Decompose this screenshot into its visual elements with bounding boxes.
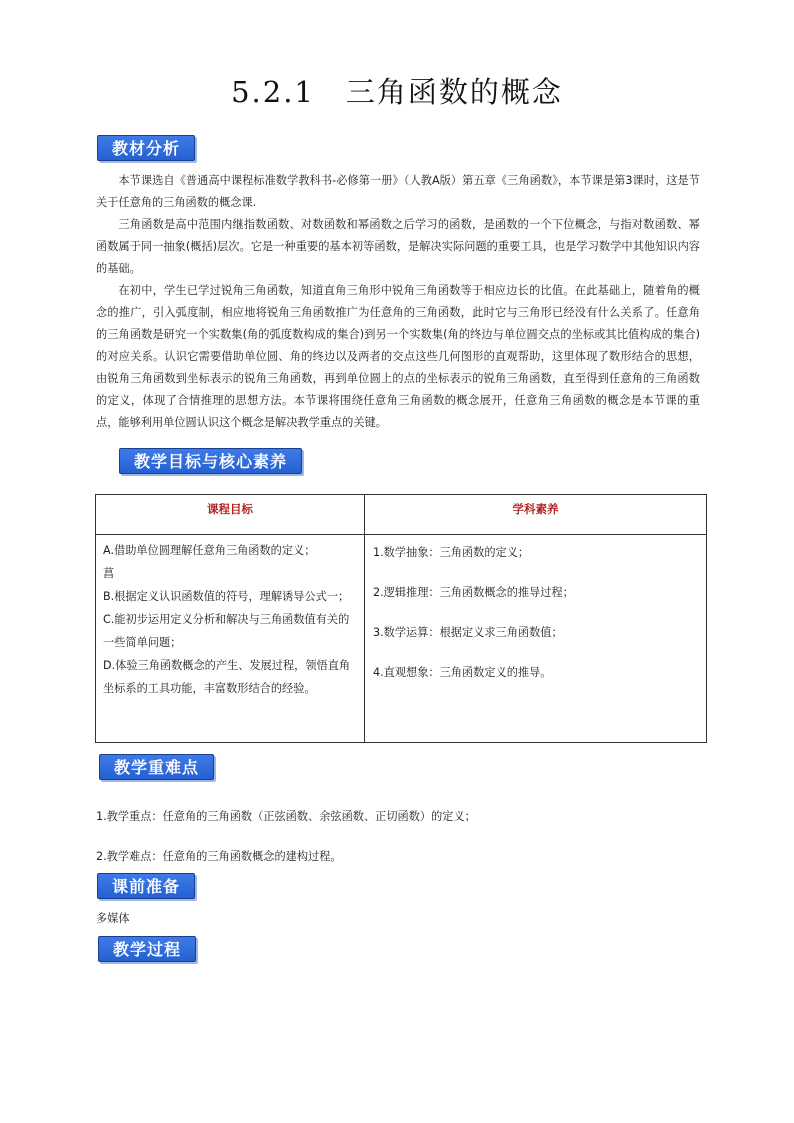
list-item: 2.逻辑推理：三角函数概念的推导过程； xyxy=(373,586,574,599)
table-header-literacy: 学科素养 xyxy=(365,495,707,535)
analysis-paragraph: 本节课选自《普通高中课程标准数学教科书-必修第一册》（人教A版）第五章《三角函数》，本节课是第3课时，这是节关于任意角的三角函数的概念课. xyxy=(96,174,700,209)
table-row xyxy=(96,495,707,535)
list-item: A.借助单位圆理解任意角三角函数的定义； xyxy=(103,544,316,557)
list-item: 4.直观想象：三角函数定义的推导。 xyxy=(373,666,552,679)
table-header-course-goals: 课程目标 xyxy=(96,495,365,535)
table-row xyxy=(96,535,707,743)
preparation-text: 多媒体 xyxy=(96,912,130,925)
list-item: B.根据定义认识函数值的符号，理解诱导公式一； xyxy=(103,590,350,603)
analysis-paragraph: 在初中，学生已学过锐角三角函数，知道直角三角形中锐角三角函数等于相应边长的比值。在此基础上，随着角的概念的推广，引入弧度制，相应地将锐角三角函数推广为任意角的三角函数，此时它与三角形已经没有什么关系了。任意角的三角函数是研究一个实数集(角的弧度数构成的集合)到另一个实数集(角的终边与单位圆交点的坐标或其比值构成的集合)的对应关系。认识它需要借助单位圆、角的终边以及两者的交点这些几何图形的直观帮助，这里体现了数形结合的思想，由锐角三角函数到坐标表示的锐角三角函数，再到单位圆上的点的坐标表示的锐角三角函数，直至得到任意角的三角函数的定义，体现了合情推理的思想方法。本节课将围绕任意角三角函数的概念展开，任意角三角函数的概念是本节课的重点，能够利用单位圆认识这个概念是解决教学重点的关键。 xyxy=(96,284,700,429)
key-point-focus: 1.教学重点：任意角的三角函数（正弦函数、余弦函数、正切函数）的定义； xyxy=(96,810,476,823)
section-badge-process: 教学过程 xyxy=(98,936,196,962)
page-title: 5.2.1 三角函数的概念 xyxy=(231,75,563,109)
list-item: 1.数学抽象：三角函数的定义； xyxy=(373,546,530,559)
list-item: D.体验三角函数概念的产生、发展过程，领悟直角坐标系的工具功能，丰富数形结合的经验。 xyxy=(103,659,351,695)
course-goals-cell xyxy=(96,535,365,743)
literacy-cell xyxy=(365,535,707,743)
goals-table xyxy=(95,494,707,743)
analysis-text xyxy=(96,170,700,434)
section-badge-key-points: 教学重难点 xyxy=(99,754,214,780)
section-badge-goals: 教学目标与核心素养 xyxy=(119,448,302,474)
key-point-difficulty: 2.教学难点：任意角的三角函数概念的建构过程。 xyxy=(96,850,342,863)
section-badge-preparation: 课前准备 xyxy=(97,873,195,899)
analysis-paragraph: 三角函数是高中范围内继指数函数、对数函数和幂函数之后学习的函数，是函数的一个下位概念，与指对数函数、幂函数属于同一抽象(概括)层次。它是一种重要的基本初等函数，是解决实际问题的重要工具，也是学习数学中其他知识内容的基础。 xyxy=(96,218,700,275)
list-item: C.能初步运用定义分析和解决与三角函数值有关的一些简单问题； xyxy=(103,613,350,649)
list-item: 3.数学运算：根据定义求三角函数值； xyxy=(373,626,563,639)
list-item: 菖 xyxy=(103,567,115,580)
section-badge-analysis: 教材分析 xyxy=(97,135,195,161)
